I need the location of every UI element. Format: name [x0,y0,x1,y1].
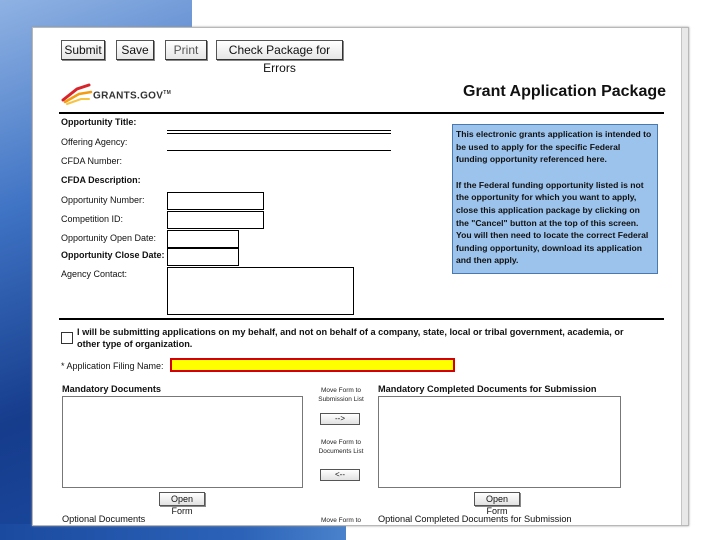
instructions-para-1: This electronic grants application is intended to be used to apply for the specific Federal funding opportunity referenced here. [456,129,652,165]
check-package-button[interactable]: Check Package for Errors [216,40,343,60]
optional-documents-header: Optional Documents [62,514,146,524]
open-form-button-mandatory[interactable]: Open Form [159,492,205,506]
open-date-label: Opportunity Open Date: [61,233,157,243]
competition-id-label: Competition ID: [61,214,124,224]
opportunity-number-field [167,192,264,210]
offering-agency-label: Offering Agency: [61,137,128,147]
slide-footer-band [0,524,346,540]
page-title: Grant Application Package [463,83,667,100]
mandatory-documents-list[interactable] [62,396,303,488]
mandatory-completed-list[interactable] [378,396,621,488]
close-date-field [167,248,239,266]
open-date-field [167,230,239,248]
vertical-scrollbar[interactable] [681,28,688,525]
behalf-checkbox[interactable] [61,332,73,344]
cfda-description-label: CFDA Description: [61,175,141,185]
mandatory-documents-header: Mandatory Documents [62,384,162,394]
opportunity-title-line-bottom [167,133,391,134]
submit-button[interactable]: Submit [61,40,105,60]
agency-contact-label: Agency Contact: [61,269,128,279]
optional-move-label: Move Form to [320,517,362,524]
move-to-submission-label: Move Form to Submission List [318,387,364,403]
mandatory-completed-header: Mandatory Completed Documents for Submission [378,384,597,394]
opportunity-title-line-top [167,130,391,131]
save-button[interactable]: Save [116,40,154,60]
section-divider [59,318,664,320]
filing-name-label: * Application Filing Name: [61,361,164,371]
instructions-box [452,124,658,274]
open-form-button-completed[interactable]: Open Form [474,492,520,506]
move-to-documents-label: Move Form to Documents List [318,439,364,455]
instructions-para-2: If the Federal funding opportunity listed is not the opportunity for which you want to apply, close this application package by clicking on the "Cancel" button at the top of this screen. You will then need to locate the correct Federal funding opportunity, download its application and then apply. [456,179,649,266]
header-divider [59,112,664,114]
cfda-number-label: CFDA Number: [61,156,123,166]
offering-agency-line [167,150,391,151]
move-to-documents-button[interactable]: <-- [320,469,360,481]
opportunity-number-label: Opportunity Number: [61,195,145,205]
competition-id-field [167,211,264,229]
print-button[interactable]: Print [165,40,207,60]
optional-completed-header: Optional Completed Documents for Submission [378,514,572,524]
logo-text: GRANTS.GOV™ [93,90,172,102]
grant-application-form [32,27,689,526]
agency-contact-field [167,267,354,315]
behalf-checkbox-label: I will be submitting applications on my behalf, and not on behalf of a company, state, local or tribal government, academia, or other type of organization. [77,327,624,349]
move-to-submission-button[interactable]: --> [320,413,360,425]
application-filing-name-input[interactable] [170,358,455,372]
close-date-label: Opportunity Close Date: [61,250,165,260]
opportunity-title-label: Opportunity Title: [61,117,137,127]
